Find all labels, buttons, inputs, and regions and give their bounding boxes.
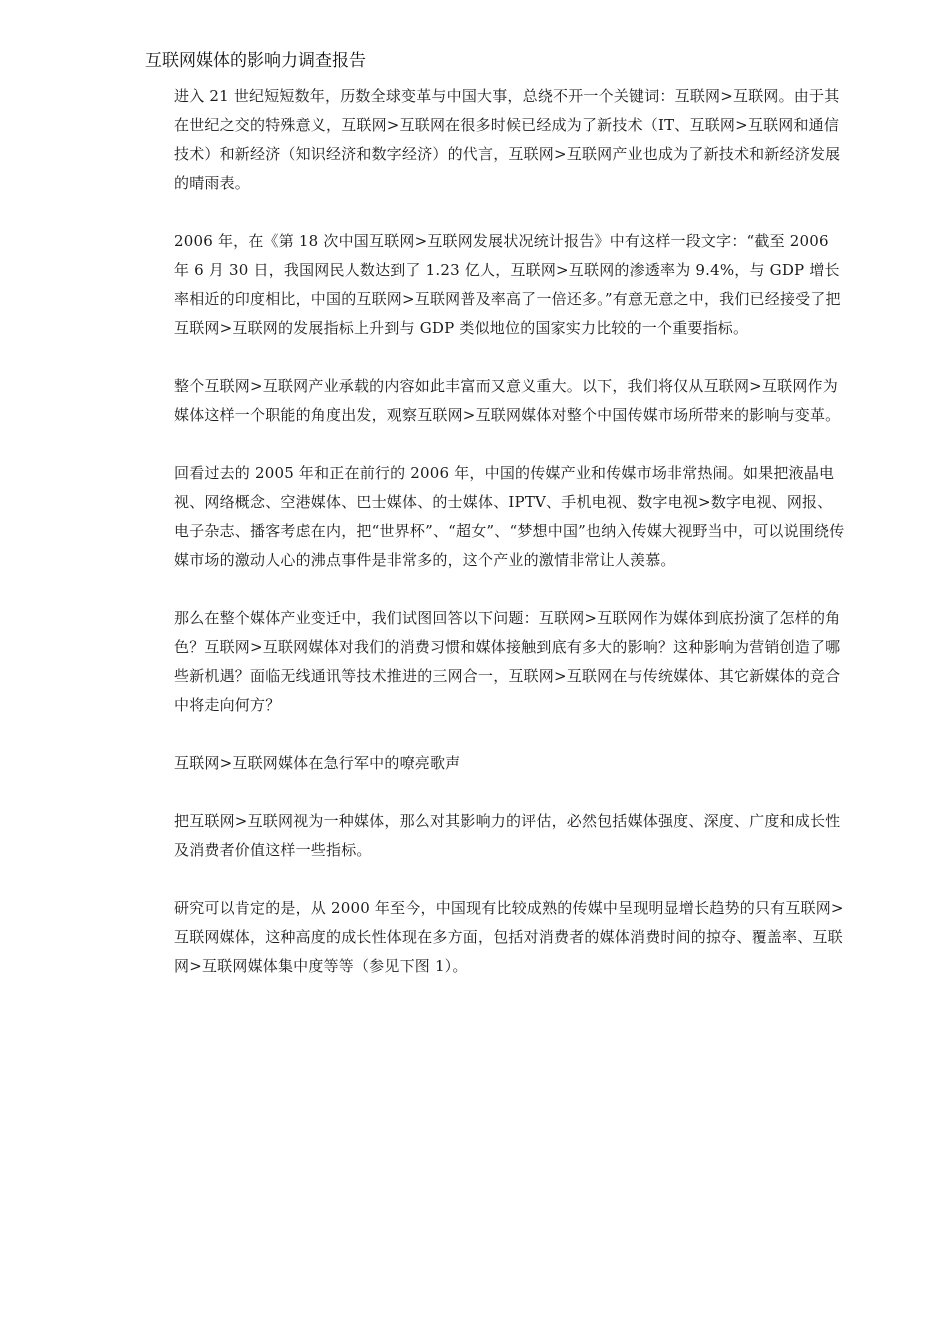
paragraph-statistics: 2006 年，在《第 18 次中国互联网>互联网发展状况统计报告》中有这样一段文字：“截至 2006 年 6 月 30 日，我国网民人数达到了 1.23 亿人，互联网>互联网的渗透率为 9.4%，与 GDP 增长率相近的印度相比，中国的互联网>互联网普及率高了一倍还多。”有意无意之中，我们已经接受了把互联网>互联网的发展指标上升到与 GDP 类似地位的国家实力比较的一个重要指标。 [174, 232, 841, 337]
paragraph-media-market: 回看过去的 2005 年和正在前行的 2006 年，中国的传媒产业和传媒市场非常热闹。如果把液晶电视、网络概念、空港媒体、巴士媒体、的士媒体、IPTV、手机电视、数字电视>数字电视、网报、电子杂志、播客考虑在内，把“世界杯”、“超女”、“梦想中国”也纳入传媒大视野当中，可以说围绕传媒市场的激动人心的沸点事件是非常多的，这个产业的激情非常让人羡慕。 [174, 464, 845, 569]
document-title: 互联网媒体的影响力调查报告 [145, 51, 366, 71]
paragraph-questions: 那么在整个媒体产业变迁中，我们试图回答以下问题：互联网>互联网作为媒体到底扮演了怎样的角色？互联网>互联网媒体对我们的消费习惯和媒体接触到底有多大的影响？这种影响为营销创造了哪些新机遇？面临无线通讯等技术推进的三网合一，互联网>互联网在与传统媒体、其它新媒体的竞合中将走向何方？ [174, 609, 841, 714]
paragraph-growth: 研究可以肯定的是，从 2000 年至今，中国现有比较成熟的传媒中呈现明显增长趋势的只有互联网>互联网媒体，这种高度的成长性体现在多方面，包括对消费者的媒体消费时间的掠夺、覆盖率、互联网>互联网媒体集中度等等（参见下图 1）。 [174, 899, 844, 975]
paragraph-industry: 整个互联网>互联网产业承载的内容如此丰富而又意义重大。以下，我们将仅从互联网>互联网作为媒体这样一个职能的角度出发，观察互联网>互联网媒体对整个中国传媒市场所带来的影响与变革。 [174, 377, 841, 424]
section-heading: 互联网>互联网媒体在急行军中的嘹亮歌声 [174, 754, 461, 772]
document-body [174, 82, 846, 1010]
paragraph-intro: 进入 21 世纪短短数年，历数全球变革与中国大事，总绕不开一个关键词：互联网>互联网。由于其在世纪之交的特殊意义，互联网>互联网在很多时候已经成为了新技术（IT、互联网>互联网和通信技术）和新经济（知识经济和数字经济）的代言，互联网>互联网产业也成为了新技术和新经济发展的晴雨表。 [174, 87, 841, 192]
paragraph-evaluation: 把互联网>互联网视为一种媒体，那么对其影响力的评估，必然包括媒体强度、深度、广度和成长性及消费者价值这样一些指标。 [174, 812, 841, 859]
